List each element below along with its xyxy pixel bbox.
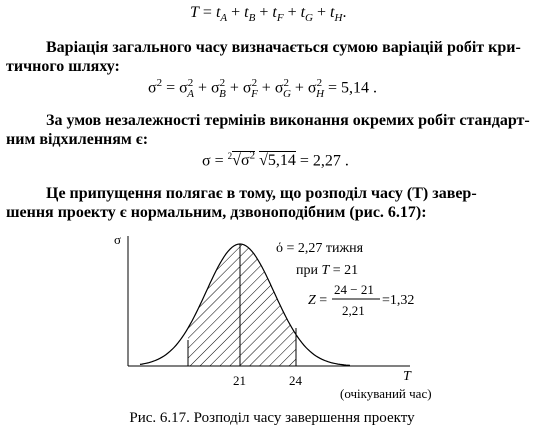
equation-variance: $\sigma^2 = \sigma^2_A + \sigma^2_B + \sigma^2_F + \sigma^2_G + \sigma^2_H = 5,14$ . bbox=[148, 77, 378, 100]
paragraph-independence bbox=[6, 111, 538, 149]
annotation-when: при T = 21 bbox=[296, 263, 359, 278]
z-numerator: 24 − 21 bbox=[334, 282, 374, 297]
y-axis-label: σ bbox=[114, 232, 122, 247]
paragraph-line: тичного шляху: bbox=[6, 58, 120, 75]
z-label: Z = bbox=[308, 293, 328, 308]
paragraph-line: ним відхиленням є: bbox=[6, 131, 149, 148]
annotation-sigma: ό = 2,27 тижня bbox=[276, 241, 364, 256]
x-axis-label: T bbox=[403, 369, 411, 384]
paragraph-line: За умов незалежності термінів виконання окремих робіт стандарт- bbox=[46, 112, 530, 129]
distribution-diagram bbox=[100, 228, 460, 408]
paragraph-variation bbox=[6, 38, 538, 76]
normal-distribution-figure bbox=[100, 228, 460, 413]
figure-caption: Рис. 6.17. Розподіл часу завершення проекту bbox=[129, 410, 415, 426]
equation-std-dev: $\sigma = ^2√\sigma^2$ √5,14 = 2,27 . bbox=[202, 150, 349, 170]
paragraph-line: Варіація загального часу визначається сумою варіацій робіт кри- bbox=[46, 39, 521, 56]
tick-label-21: 21 bbox=[233, 373, 246, 388]
z-denominator: 2,21 bbox=[342, 303, 365, 318]
paragraph-line: Це припущення полягає в тому, що розподіл часу (T) завер- bbox=[46, 185, 477, 202]
paragraph-line: шення проекту є нормальним, дзвоноподібним (рис. 6.17): bbox=[6, 204, 427, 221]
equation-result: = 5,14 . bbox=[328, 79, 378, 97]
tick-label-24: 24 bbox=[289, 373, 302, 388]
equation-lhs: T bbox=[190, 4, 199, 21]
equation-total-time: $T = t_A + t_B + t_F + t_G + t_H$. bbox=[190, 4, 347, 25]
z-result: =1,32 bbox=[382, 293, 415, 308]
x-axis-caption: (очікуваний час) bbox=[340, 386, 432, 401]
paragraph-assumption bbox=[6, 184, 538, 222]
